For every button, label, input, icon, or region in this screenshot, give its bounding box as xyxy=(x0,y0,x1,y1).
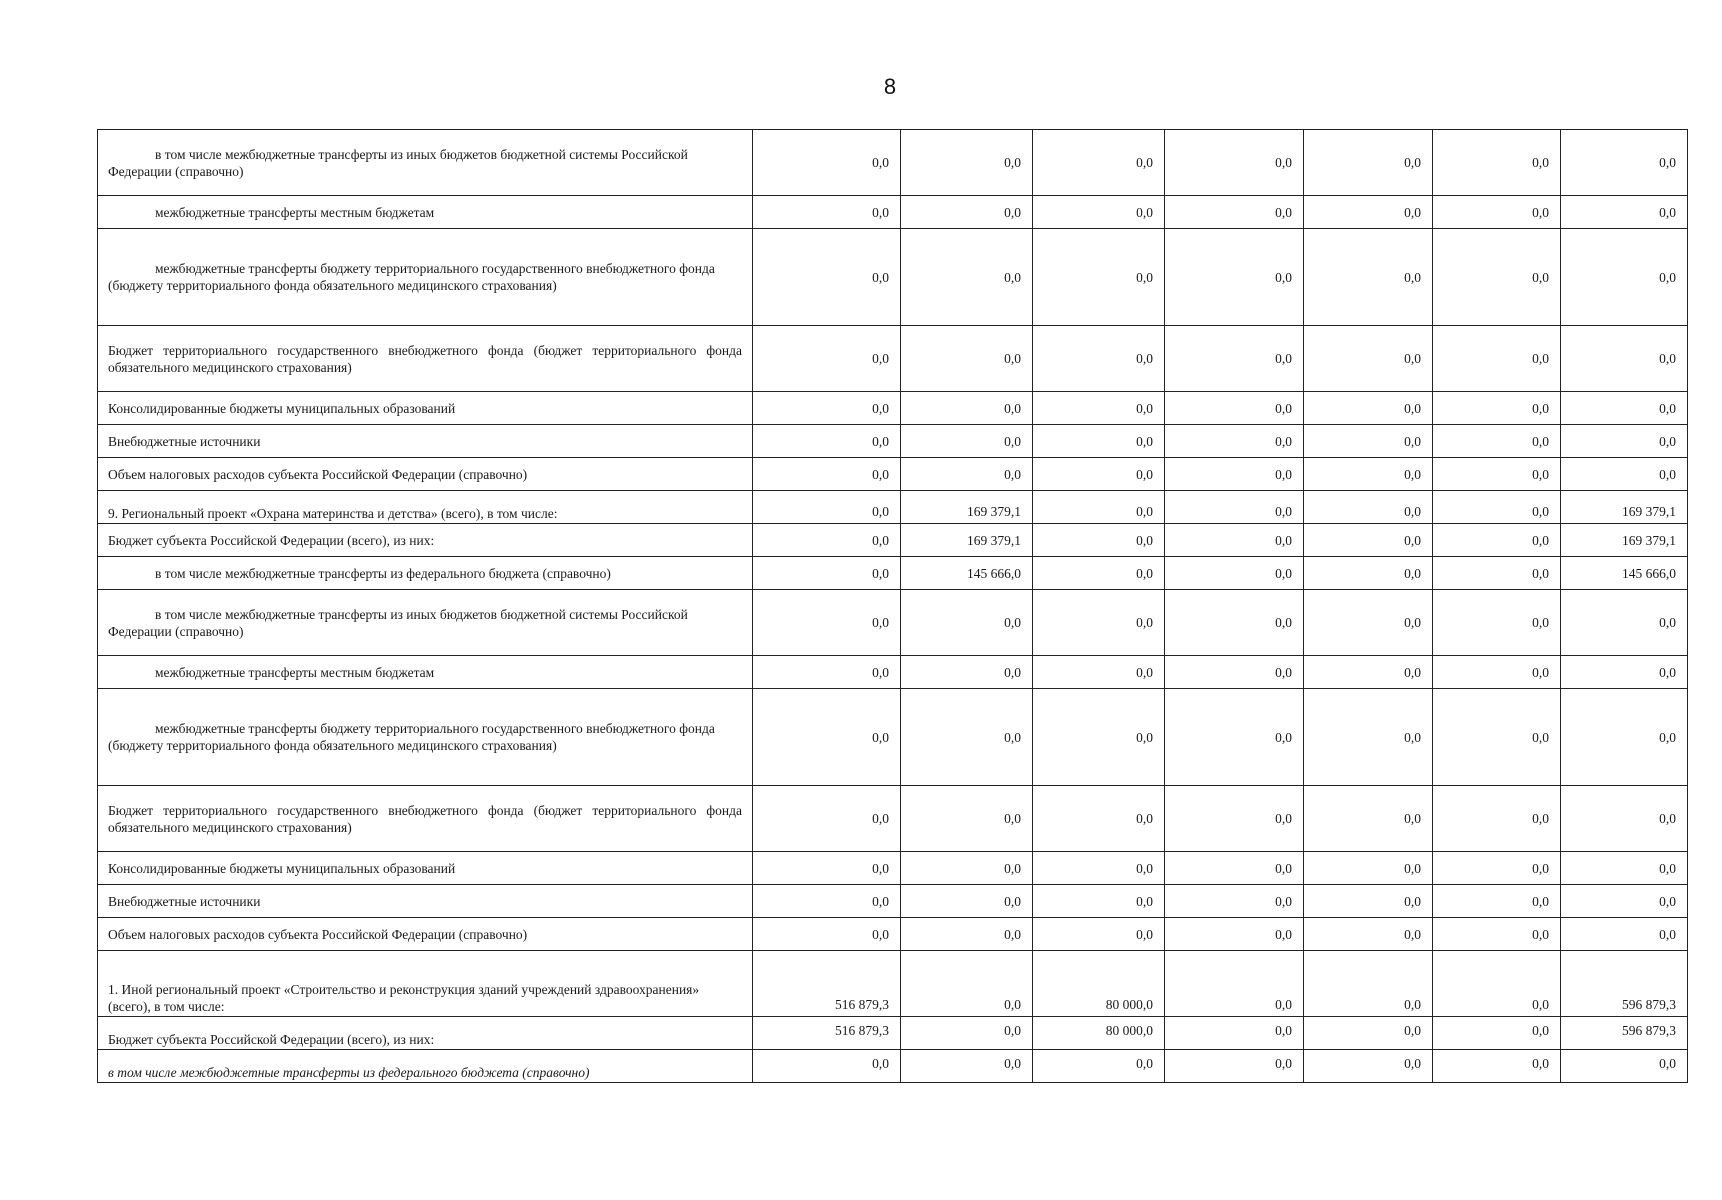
value-cell-year-2020: 0,0 xyxy=(901,590,1033,656)
row-label: 1. Иной региональный проект «Строительство и реконструкция зданий учреждений здравоохранения» (всего), в том числе: xyxy=(108,982,700,1014)
row-label-cell xyxy=(98,786,753,852)
row-label: Консолидированные бюджеты муниципальных образований xyxy=(108,400,456,416)
value-cell-total: 0,0 xyxy=(1561,852,1688,885)
table-row xyxy=(98,326,1688,392)
table-row xyxy=(98,852,1688,885)
budget-table-body xyxy=(98,130,1688,1083)
row-label-cell xyxy=(98,951,753,1017)
value-cell-year-2021: 0,0 xyxy=(1033,326,1165,392)
value-cell-year-2022: 0,0 xyxy=(1165,918,1304,951)
value-cell-year-2023: 0,0 xyxy=(1304,196,1433,229)
value-cell-year-2024: 0,0 xyxy=(1433,229,1561,326)
value-cell-year-2020: 0,0 xyxy=(901,1050,1033,1083)
value-cell-year-2023: 0,0 xyxy=(1304,229,1433,326)
value-cell-total: 0,0 xyxy=(1561,425,1688,458)
value-cell-year-2020: 0,0 xyxy=(901,1017,1033,1050)
value-cell-year-2019: 0,0 xyxy=(753,590,901,656)
value-cell-year-2021: 0,0 xyxy=(1033,689,1165,786)
row-label: Бюджет субъекта Российской Федерации (всего), из них: xyxy=(108,1032,435,1047)
value-cell-year-2019: 0,0 xyxy=(753,656,901,689)
value-cell-year-2021: 0,0 xyxy=(1033,656,1165,689)
value-cell-year-2024: 0,0 xyxy=(1433,951,1561,1017)
value-cell-year-2019: 0,0 xyxy=(753,196,901,229)
value-cell-year-2020: 0,0 xyxy=(901,130,1033,196)
page-number: 8 xyxy=(883,74,897,99)
value-cell-year-2020: 0,0 xyxy=(901,196,1033,229)
table-row xyxy=(98,656,1688,689)
value-cell-year-2022: 0,0 xyxy=(1165,196,1304,229)
value-cell-year-2021: 0,0 xyxy=(1033,229,1165,326)
value-cell-year-2021: 0,0 xyxy=(1033,524,1165,557)
row-label: Бюджет субъекта Российской Федерации (всего), из них: xyxy=(108,532,435,548)
row-label: в том числе межбюджетные трансферты из иных бюджетов бюджетной системы Российской Федерации (справочно) xyxy=(108,606,688,639)
value-cell-year-2019: 0,0 xyxy=(753,557,901,590)
value-cell-year-2024: 0,0 xyxy=(1433,1050,1561,1083)
value-cell-year-2021: 0,0 xyxy=(1033,392,1165,425)
value-cell-year-2020: 0,0 xyxy=(901,326,1033,392)
row-label-cell xyxy=(98,885,753,918)
row-label-cell xyxy=(98,229,753,326)
table-row xyxy=(98,196,1688,229)
value-cell-year-2024: 0,0 xyxy=(1433,491,1561,524)
value-cell-year-2023: 0,0 xyxy=(1304,524,1433,557)
value-cell-total: 145 666,0 xyxy=(1561,557,1688,590)
row-label: Объем налоговых расходов субъекта Российской Федерации (справочно) xyxy=(108,466,528,482)
value-cell-year-2023: 0,0 xyxy=(1304,1017,1433,1050)
value-cell-year-2019: 0,0 xyxy=(753,392,901,425)
row-label-cell xyxy=(98,458,753,491)
value-cell-year-2023: 0,0 xyxy=(1304,918,1433,951)
value-cell-year-2020: 0,0 xyxy=(901,425,1033,458)
value-cell-total: 0,0 xyxy=(1561,326,1688,392)
value-cell-year-2019: 0,0 xyxy=(753,425,901,458)
value-cell-total: 0,0 xyxy=(1561,786,1688,852)
value-cell-year-2019: 0,0 xyxy=(753,491,901,524)
value-cell-year-2023: 0,0 xyxy=(1304,458,1433,491)
row-label: межбюджетные трансферты бюджету территориального государственного внебюджетного фонда (бюджету территориального фонда обязательного медицинского страхования) xyxy=(108,261,715,293)
value-cell-year-2020: 0,0 xyxy=(901,951,1033,1017)
value-cell-year-2019: 0,0 xyxy=(753,229,901,326)
value-cell-year-2023: 0,0 xyxy=(1304,656,1433,689)
value-cell-year-2023: 0,0 xyxy=(1304,852,1433,885)
value-cell-year-2022: 0,0 xyxy=(1165,689,1304,786)
value-cell-year-2020: 0,0 xyxy=(901,918,1033,951)
value-cell-total: 0,0 xyxy=(1561,1050,1688,1083)
value-cell-year-2024: 0,0 xyxy=(1433,656,1561,689)
value-cell-year-2024: 0,0 xyxy=(1433,458,1561,491)
row-label: Бюджет территориального государственного внебюджетного фонда (бюджет территориального фонда обязательного медицинского страхования) xyxy=(108,342,742,375)
value-cell-year-2021: 0,0 xyxy=(1033,425,1165,458)
table-row xyxy=(98,392,1688,425)
table-row xyxy=(98,951,1688,1017)
value-cell-year-2020: 0,0 xyxy=(901,229,1033,326)
value-cell-year-2020: 169 379,1 xyxy=(901,491,1033,524)
value-cell-year-2023: 0,0 xyxy=(1304,130,1433,196)
row-label-cell xyxy=(98,425,753,458)
value-cell-total: 169 379,1 xyxy=(1561,524,1688,557)
value-cell-year-2021: 0,0 xyxy=(1033,130,1165,196)
value-cell-year-2022: 0,0 xyxy=(1165,491,1304,524)
value-cell-year-2023: 0,0 xyxy=(1304,491,1433,524)
value-cell-year-2022: 0,0 xyxy=(1165,557,1304,590)
value-cell-year-2020: 0,0 xyxy=(901,656,1033,689)
table-row xyxy=(98,229,1688,326)
value-cell-year-2020: 0,0 xyxy=(901,885,1033,918)
value-cell-year-2024: 0,0 xyxy=(1433,852,1561,885)
value-cell-year-2019: 0,0 xyxy=(753,885,901,918)
value-cell-year-2019: 0,0 xyxy=(753,1050,901,1083)
table-row xyxy=(98,590,1688,656)
row-label: Консолидированные бюджеты муниципальных образований xyxy=(108,860,456,876)
value-cell-year-2022: 0,0 xyxy=(1165,130,1304,196)
value-cell-year-2020: 0,0 xyxy=(901,458,1033,491)
table-row xyxy=(98,130,1688,196)
value-cell-year-2021: 0,0 xyxy=(1033,786,1165,852)
value-cell-year-2021: 0,0 xyxy=(1033,491,1165,524)
value-cell-year-2023: 0,0 xyxy=(1304,689,1433,786)
row-label-cell xyxy=(98,524,753,557)
value-cell-total: 0,0 xyxy=(1561,196,1688,229)
value-cell-year-2019: 0,0 xyxy=(753,689,901,786)
value-cell-year-2024: 0,0 xyxy=(1433,425,1561,458)
value-cell-year-2023: 0,0 xyxy=(1304,326,1433,392)
table-row xyxy=(98,491,1688,524)
row-label-cell xyxy=(98,557,753,590)
value-cell-year-2020: 0,0 xyxy=(901,392,1033,425)
table-row xyxy=(98,1017,1688,1050)
row-label: в том числе межбюджетные трансферты из федерального бюджета (справочно) xyxy=(155,565,611,581)
row-label-cell xyxy=(98,130,753,196)
row-label: в том числе межбюджетные трансферты из иных бюджетов бюджетной системы Российской Федерации (справочно) xyxy=(108,146,688,179)
row-label: Объем налоговых расходов субъекта Российской Федерации (справочно) xyxy=(108,926,528,942)
value-cell-year-2022: 0,0 xyxy=(1165,1017,1304,1050)
value-cell-total: 596 879,3 xyxy=(1561,1017,1688,1050)
value-cell-year-2023: 0,0 xyxy=(1304,425,1433,458)
value-cell-year-2024: 0,0 xyxy=(1433,326,1561,392)
value-cell-year-2022: 0,0 xyxy=(1165,656,1304,689)
value-cell-year-2024: 0,0 xyxy=(1433,196,1561,229)
value-cell-year-2019: 516 879,3 xyxy=(753,1017,901,1050)
value-cell-total: 169 379,1 xyxy=(1561,491,1688,524)
value-cell-year-2021: 0,0 xyxy=(1033,458,1165,491)
value-cell-year-2020: 0,0 xyxy=(901,786,1033,852)
value-cell-year-2022: 0,0 xyxy=(1165,392,1304,425)
value-cell-year-2023: 0,0 xyxy=(1304,1050,1433,1083)
value-cell-year-2022: 0,0 xyxy=(1165,1050,1304,1083)
value-cell-year-2019: 516 879,3 xyxy=(753,951,901,1017)
value-cell-year-2022: 0,0 xyxy=(1165,852,1304,885)
value-cell-year-2021: 0,0 xyxy=(1033,852,1165,885)
table-row xyxy=(98,885,1688,918)
row-label-cell xyxy=(98,852,753,885)
value-cell-year-2021: 80 000,0 xyxy=(1033,951,1165,1017)
value-cell-year-2021: 0,0 xyxy=(1033,196,1165,229)
value-cell-year-2019: 0,0 xyxy=(753,458,901,491)
value-cell-year-2024: 0,0 xyxy=(1433,1017,1561,1050)
row-label: 9. Региональный проект «Охрана материнства и детства» (всего), в том числе: xyxy=(108,506,558,521)
table-row xyxy=(98,557,1688,590)
row-label: Бюджет территориального государственного внебюджетного фонда (бюджет территориального фонда обязательного медицинского страхования) xyxy=(108,802,742,835)
value-cell-year-2023: 0,0 xyxy=(1304,786,1433,852)
value-cell-total: 0,0 xyxy=(1561,392,1688,425)
value-cell-year-2019: 0,0 xyxy=(753,524,901,557)
value-cell-year-2023: 0,0 xyxy=(1304,885,1433,918)
value-cell-year-2022: 0,0 xyxy=(1165,524,1304,557)
row-label-cell xyxy=(98,1050,753,1083)
value-cell-year-2020: 0,0 xyxy=(901,852,1033,885)
table-row xyxy=(98,524,1688,557)
table-row xyxy=(98,689,1688,786)
row-label-cell xyxy=(98,656,753,689)
row-label: Внебюджетные источники xyxy=(108,433,261,449)
value-cell-total: 0,0 xyxy=(1561,229,1688,326)
value-cell-year-2022: 0,0 xyxy=(1165,425,1304,458)
value-cell-year-2019: 0,0 xyxy=(753,786,901,852)
value-cell-year-2023: 0,0 xyxy=(1304,590,1433,656)
budget-table xyxy=(97,129,1688,1083)
value-cell-year-2020: 145 666,0 xyxy=(901,557,1033,590)
value-cell-year-2024: 0,0 xyxy=(1433,885,1561,918)
row-label: в том числе межбюджетные трансферты из федерального бюджета (справочно) xyxy=(108,1065,590,1080)
value-cell-year-2021: 0,0 xyxy=(1033,918,1165,951)
value-cell-year-2023: 0,0 xyxy=(1304,557,1433,590)
table-row xyxy=(98,786,1688,852)
row-label: межбюджетные трансферты местным бюджетам xyxy=(155,664,435,680)
value-cell-year-2019: 0,0 xyxy=(753,326,901,392)
value-cell-year-2020: 169 379,1 xyxy=(901,524,1033,557)
value-cell-year-2021: 0,0 xyxy=(1033,557,1165,590)
value-cell-year-2024: 0,0 xyxy=(1433,392,1561,425)
row-label: Внебюджетные источники xyxy=(108,893,261,909)
value-cell-total: 0,0 xyxy=(1561,130,1688,196)
value-cell-year-2022: 0,0 xyxy=(1165,326,1304,392)
value-cell-year-2024: 0,0 xyxy=(1433,130,1561,196)
value-cell-year-2024: 0,0 xyxy=(1433,786,1561,852)
value-cell-year-2024: 0,0 xyxy=(1433,590,1561,656)
value-cell-year-2021: 80 000,0 xyxy=(1033,1017,1165,1050)
value-cell-year-2022: 0,0 xyxy=(1165,590,1304,656)
value-cell-year-2020: 0,0 xyxy=(901,689,1033,786)
value-cell-year-2022: 0,0 xyxy=(1165,951,1304,1017)
value-cell-total: 596 879,3 xyxy=(1561,951,1688,1017)
value-cell-year-2021: 0,0 xyxy=(1033,885,1165,918)
value-cell-total: 0,0 xyxy=(1561,689,1688,786)
row-label: межбюджетные трансферты бюджету территориального государственного внебюджетного фонда (бюджету территориального фонда обязательного медицинского страхования) xyxy=(108,721,715,753)
row-label-cell xyxy=(98,491,753,524)
table-row xyxy=(98,1050,1688,1083)
row-label-cell xyxy=(98,590,753,656)
value-cell-year-2019: 0,0 xyxy=(753,852,901,885)
row-label-cell xyxy=(98,918,753,951)
value-cell-year-2019: 0,0 xyxy=(753,130,901,196)
row-label-cell xyxy=(98,326,753,392)
table-row xyxy=(98,425,1688,458)
value-cell-year-2024: 0,0 xyxy=(1433,524,1561,557)
value-cell-year-2021: 0,0 xyxy=(1033,590,1165,656)
value-cell-year-2022: 0,0 xyxy=(1165,885,1304,918)
value-cell-year-2023: 0,0 xyxy=(1304,392,1433,425)
value-cell-year-2021: 0,0 xyxy=(1033,1050,1165,1083)
row-label-cell xyxy=(98,1017,753,1050)
value-cell-total: 0,0 xyxy=(1561,458,1688,491)
value-cell-year-2022: 0,0 xyxy=(1165,786,1304,852)
value-cell-year-2024: 0,0 xyxy=(1433,557,1561,590)
value-cell-year-2022: 0,0 xyxy=(1165,458,1304,491)
value-cell-total: 0,0 xyxy=(1561,918,1688,951)
table-row xyxy=(98,918,1688,951)
value-cell-year-2023: 0,0 xyxy=(1304,951,1433,1017)
table-row xyxy=(98,458,1688,491)
value-cell-year-2019: 0,0 xyxy=(753,918,901,951)
row-label-cell xyxy=(98,689,753,786)
value-cell-year-2024: 0,0 xyxy=(1433,918,1561,951)
value-cell-total: 0,0 xyxy=(1561,885,1688,918)
value-cell-year-2024: 0,0 xyxy=(1433,689,1561,786)
value-cell-year-2022: 0,0 xyxy=(1165,229,1304,326)
value-cell-total: 0,0 xyxy=(1561,656,1688,689)
value-cell-total: 0,0 xyxy=(1561,590,1688,656)
row-label-cell xyxy=(98,196,753,229)
row-label: межбюджетные трансферты местным бюджетам xyxy=(155,204,435,220)
row-label-cell xyxy=(98,392,753,425)
